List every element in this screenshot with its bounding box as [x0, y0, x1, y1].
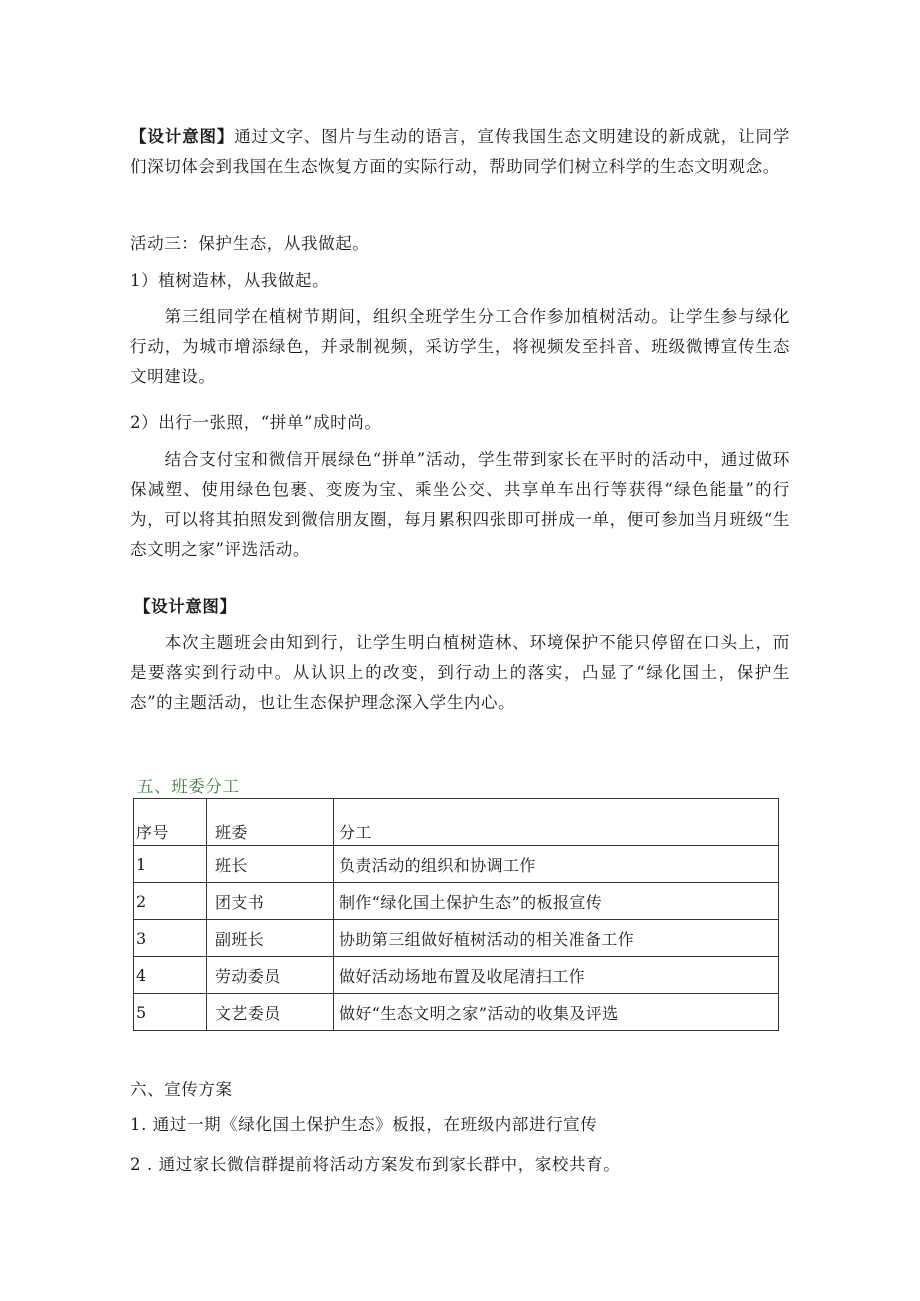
- table-header-row: [134, 799, 779, 846]
- header-number: 序号: [134, 799, 207, 846]
- section6-title: 六、宣传方案: [130, 1080, 233, 1099]
- cell-number: 4: [134, 957, 207, 994]
- header-duty: 分工: [334, 799, 779, 846]
- cell-number: 2: [134, 883, 207, 920]
- activity3-item2-text: 结合支付宝和微信开展绿色“拼单”活动，学生带到家长在平时的活动中，通过做环保减塑、使用绿色包裹、变废为宝、乘坐公交、共享单车出行等获得“绿色能量”的行为，可以将其拍照发到微信朋友圈，每月累积四张即可拼成一单，便可参加当月班级“生态文明之家”评选活动。: [130, 450, 790, 559]
- table-row: [134, 957, 779, 994]
- cell-number: 5: [134, 994, 207, 1031]
- design-intent-label-2: 【设计意图】: [134, 597, 237, 616]
- section5-title: 五、班委分工: [137, 777, 240, 796]
- table-row: [134, 920, 779, 957]
- cell-number: 1: [134, 846, 207, 883]
- cell-role: 副班长: [207, 920, 334, 957]
- cell-number: 3: [134, 920, 207, 957]
- activity3-item1-title: 1）植树造林，从我做起。: [130, 271, 330, 290]
- section6-item2: 2 . 通过家长微信群提前将活动方案发布到家长群中，家校共育。: [130, 1155, 621, 1174]
- design-intent-paragraph-2: 本次主题班会由知到行，让学生明白植树造林、环境保护不能只停留在口头上，而是要落实到行动中。从认识上的改变，到行动上的落实，凸显了“绿化国土，保护生态”的主题活动，也让生态保护理念深入学生内心。: [130, 633, 790, 712]
- design-intent-paragraph-1: [130, 122, 790, 182]
- cell-duty: 协助第三组做好植树活动的相关准备工作: [334, 920, 779, 957]
- design-intent-label: 【设计意图】: [130, 127, 235, 146]
- class-committee-table: [133, 798, 779, 1031]
- cell-role: 文艺委员: [207, 994, 334, 1031]
- design-intent-text: 通过文字、图片与生动的语言，宣传我国生态文明建设的新成就，让同学们深切体会到我国在生态恢复方面的实际行动，帮助同学们树立科学的生态文明观念。: [130, 127, 791, 176]
- table-row: [134, 883, 779, 920]
- table-row: [134, 846, 779, 883]
- activity3-item2-title: 2）出行一张照，“拼单”成时尚。: [130, 413, 382, 432]
- table-row: [134, 994, 779, 1031]
- activity3-title: 活动三：保护生态，从我做起。: [130, 234, 370, 253]
- cell-duty: 负责活动的组织和协调工作: [334, 846, 779, 883]
- cell-duty: 做好“生态文明之家”活动的收集及评选: [334, 994, 779, 1031]
- section6-item1: 1. 通过一期《绿化国土保护生态》板报，在班级内部进行宣传: [130, 1115, 598, 1134]
- header-role: 班委: [207, 799, 334, 846]
- cell-duty: 做好活动场地布置及收尾清扫工作: [334, 957, 779, 994]
- cell-role: 团支书: [207, 883, 334, 920]
- cell-role: 劳动委员: [207, 957, 334, 994]
- cell-duty: 制作“绿化国土保护生态”的板报宣传: [334, 883, 779, 920]
- cell-role: 班长: [207, 846, 334, 883]
- activity3-item1-text: 第三组同学在植树节期间，组织全班学生分工合作参加植树活动。让学生参与绿化行动，为城市增添绿色，并录制视频，采访学生，将视频发至抖音、班级微博宣传生态文明建设。: [130, 307, 790, 386]
